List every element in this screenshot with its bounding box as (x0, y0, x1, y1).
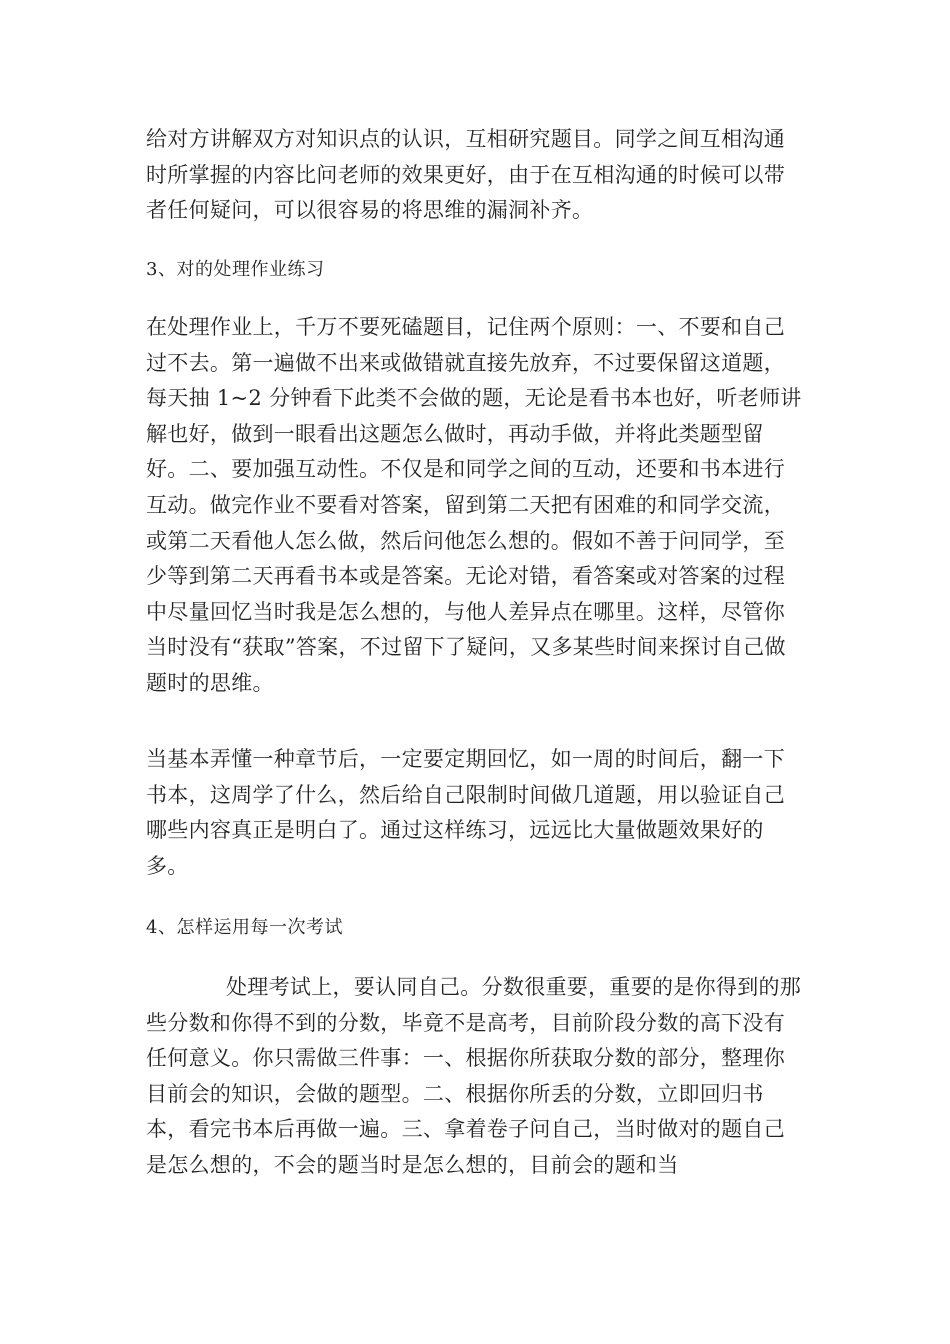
body-paragraph-peer-discussion: 给对方讲解双方对知识点的认识，互相研究题目。同学之间互相沟通时所掌握的内容比问老师的效果更好，由于在互相沟通的时候可以带者任何疑问，可以很容易的将思维的漏洞补齐。 (146, 127, 785, 223)
body-paragraph-homework-principles: 在处理作业上，千万不要死磕题目，记住两个原则：一、不要和自己过不去。第一遍做不出来或做错就直接先放弃，不过要保留这道题，每天抽 1~2 分钟看下此类不会做的题，无论是看书本也好，听老师讲解也好，做到一眼看出这题怎么做时，再动手做，并将此类题型留好。二、要加强互动性。不仅是和同学之间的互动，还要和书本进行互动。做完作业不要看对答案，留到第二天把有困难的和同学交流，或第二天看他人怎么做，然后问他怎么想的。假如不善于问同学，至少等到第二天再看书本或是答案。无论对错，看答案或对答案的过程中尽量回忆当时我是怎么想的，与他人差异点在哪里。这样，尽管你当时没有“获取”答案，不过留下了疑问，又多某些时间来探讨自己做题时的思维。 (146, 315, 802, 695)
section-heading-exams: 4、怎样运用每一次考试 (146, 917, 343, 938)
section-heading-homework: 3、对的处理作业练习 (146, 259, 325, 280)
body-paragraph-exams: 处理考试上，要认同自己。分数很重要，重要的是你得到的那些分数和你得不到的分数，毕竟不是高考，目前阶段分数的高下没有任何意义。你只需做三件事：一、根据你所获取分数的部分，整理你目前会的知识，会做的题型。二、根据你所丢的分数，立即回归书本，看完书本后再做一遍。三、拿着卷子问自己，当时做对的题自己是怎么想的，不会的题当时是怎么想的，目前会的题和当 (146, 975, 802, 1177)
body-paragraph-review: 当基本弄懂一种章节后，一定要定期回忆，如一周的时间后，翻一下书本，这周学了什么，然后给自己限制时间做几道题，用以验证自己哪些内容真正是明白了。通过这样练习，远远比大量做题效果好的多。 (146, 747, 785, 878)
